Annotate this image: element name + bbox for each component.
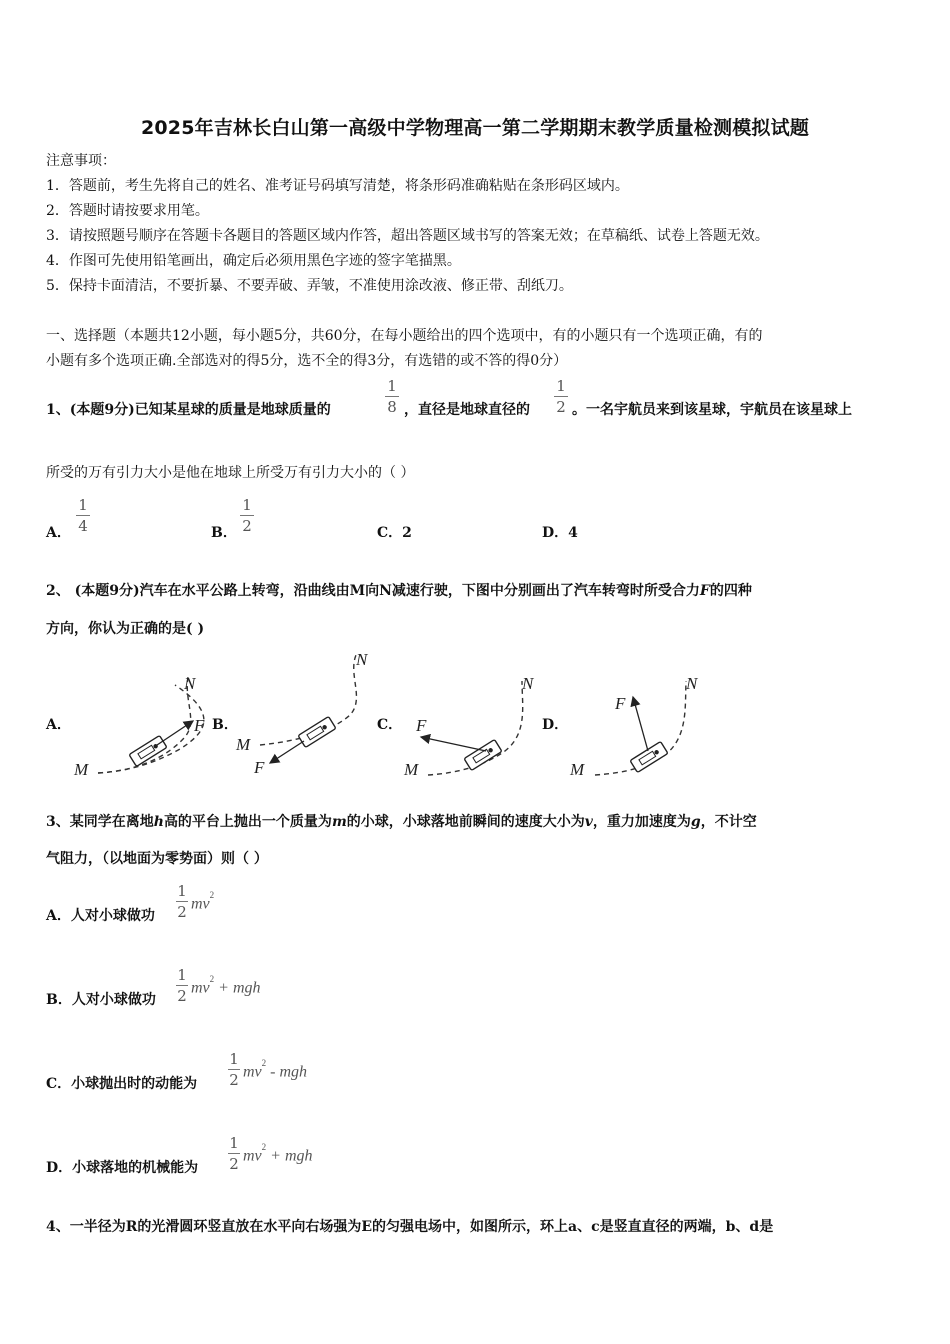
q3-option-b-fraction [176, 967, 188, 1004]
q2-option-a-label: A． [46, 717, 71, 733]
q3-symbol-h: h [153, 814, 164, 830]
notice-item: 4．作图可先使用铅笔画出，确定后必须用黑色字迹的签字笔描黑。 [46, 253, 461, 269]
q2-b-force-arrow [270, 741, 304, 763]
q3-b-numerator: 1 [177, 966, 187, 984]
q3-option-c-expr [243, 1058, 308, 1081]
q3-option-d-fraction [228, 1135, 240, 1172]
q1-text-line2: 所受的万有引力大小是他在地球上所受万有引力大小的（ ） [46, 465, 415, 481]
q3-c-tail: - mgh [270, 1063, 308, 1081]
q1-option-b-denominator: 2 [242, 517, 252, 535]
q1-option-b-fraction [240, 497, 254, 534]
q2-b-label-f: F [254, 758, 265, 777]
q1-option-b-label: B． [211, 525, 237, 541]
notice-heading: 注意事项： [46, 153, 116, 169]
q2-option-c-label: C． [377, 717, 403, 733]
q1-option-b-numerator: 1 [242, 496, 252, 514]
q2-diagram-c [403, 674, 535, 779]
q1-fraction-mass [385, 378, 399, 415]
q2-text-line2: 方向，你认为正确的是( ) [46, 621, 205, 637]
q3-d-denominator: 2 [229, 1155, 239, 1173]
q3-d-tail: + mgh [270, 1147, 313, 1165]
q3-c-square: 2 [261, 1058, 267, 1068]
q3-option-b: B．人对小球做功 [46, 992, 156, 1008]
q1-text-b: ，直径是地球直径的 [404, 402, 530, 418]
q3-option-a-expr [191, 890, 215, 913]
notice-item: 3．请按照题号顺序在答题卡各题目的答题区域内作答，超出答题区域书写的答案无效；在草稿纸、试卷上答题无效。 [46, 228, 769, 244]
q1-frac2-numerator: 1 [556, 377, 566, 395]
q1-option-a-fraction [76, 497, 90, 534]
q1-option-a-numerator: 1 [78, 496, 88, 514]
q1-text-a: 1、(本题9分)已知某星球的质量是地球质量的 [46, 402, 331, 418]
q3-option-c-fraction [228, 1051, 240, 1088]
q2-d-force-arrow [633, 697, 648, 751]
q3-c-numerator: 1 [229, 1050, 239, 1068]
q2-a-label-n: N [184, 674, 196, 693]
q1-fraction-diameter [554, 378, 568, 415]
q1-option-a-label: A． [46, 525, 71, 541]
q3-text-e: ，不计空 [700, 814, 757, 830]
q3-text-d: ，重力加速度为 [592, 814, 691, 830]
q2-text-a: 2、 (本题9分)汽车在水平公路上转弯，沿曲线由M向N减速行驶，下图中分别画出了汽车转弯时所受合力 [46, 583, 700, 599]
q3-b-denominator: 2 [177, 987, 187, 1005]
q2-c-car [464, 740, 502, 771]
notice-item: 1．答题前，考生先将自己的姓名、准考证号码填写清楚，将条形码准确粘贴在条形码区域内。 [46, 178, 629, 194]
q3-text-line2: 气阻力，（以地面为零势面）则（ ） [46, 851, 268, 867]
q2-a-label-m: M [74, 760, 89, 779]
q2-diagram-b [235, 650, 369, 777]
q2-d-label-m: M [570, 760, 585, 779]
q2-a-label-f: F [194, 716, 205, 735]
q3-c-mv: mv [243, 1063, 262, 1081]
q4-text-line1: 4、一半径为R的光滑圆环竖直放在水平向右场强为E的匀强电场中，如图所示，环上a、c是竖直直径的两端，b、d是 [46, 1219, 774, 1235]
q2-c-label-f: F [416, 716, 427, 735]
q1-text-c: 。一名宇航员来到该星球，宇航员在该星球上 [572, 402, 852, 418]
q2-car-diagrams [60, 645, 760, 795]
q3-option-a: A．人对小球做功 [46, 908, 155, 924]
q1-frac1-numerator: 1 [387, 377, 397, 395]
q3-symbol-v: v [584, 814, 593, 830]
q3-a-square: 2 [209, 890, 215, 900]
q3-text-c: 的小球，小球落地前瞬间的速度大小为 [346, 814, 585, 830]
q2-b-label-n: N [356, 650, 368, 669]
notice-item: 5．保持卡面清洁，不要折暴、不要弄破、弄皱，不准使用涂改液、修正带、刮纸刀。 [46, 278, 573, 294]
q2-c-force-arrow [421, 737, 486, 751]
q3-b-tail: + mgh [218, 979, 261, 997]
q3-option-d: D．小球落地的机械能为 [46, 1160, 199, 1176]
q3-a-denominator: 2 [177, 903, 187, 921]
q3-a-mv: mv [191, 895, 210, 913]
q2-d-label-f: F [615, 694, 626, 713]
q3-a-numerator: 1 [177, 882, 187, 900]
q3-option-c: C．小球抛出时的动能为 [46, 1076, 198, 1092]
q2-a-car [129, 736, 167, 767]
q3-option-b-expr [191, 974, 261, 997]
q3-d-numerator: 1 [229, 1134, 239, 1152]
q1-option-a-denominator: 4 [78, 517, 88, 535]
q3-text-line1 [46, 814, 757, 830]
page-title: 2025年吉林长白山第一高级中学物理高一第二学期期末教学质量检测模拟试题 [140, 117, 810, 139]
q1-frac2-denominator: 2 [556, 398, 566, 416]
q2-force-symbol: F [699, 583, 710, 599]
q2-diagram-d [569, 674, 699, 779]
q3-d-square: 2 [261, 1142, 267, 1152]
q2-diagram-a [73, 674, 205, 779]
q2-text-line1 [46, 583, 752, 599]
q1-option-c: C．2 [377, 525, 412, 541]
section-heading-line1: 一、选择题（本题共12小题，每小题5分，共60分，在每小题给出的四个选项中，有的小题只有一个选项正确，有的 [46, 328, 763, 344]
q2-option-d-label: D． [542, 717, 569, 733]
q3-option-a-fraction [176, 883, 188, 920]
q2-text-b: 的四种 [709, 583, 752, 599]
q1-option-d: D．4 [542, 525, 578, 541]
q3-text-a: 3、某同学在离地 [46, 814, 154, 830]
q2-d-car [630, 742, 668, 773]
q2-d-label-n: N [686, 674, 698, 693]
q2-c-label-m: M [404, 760, 419, 779]
q2-b-label-m: M [236, 735, 251, 754]
q2-option-b-label: B． [212, 717, 238, 733]
q3-d-mv: mv [243, 1147, 262, 1165]
q3-option-d-expr [243, 1142, 313, 1165]
section-heading-line2: 小题有多个选项正确.全部选对的得5分，选不全的得3分，有选错的或不答的得0分） [46, 353, 568, 369]
q3-b-mv: mv [191, 979, 210, 997]
q3-c-denominator: 2 [229, 1071, 239, 1089]
q3-symbol-m: m [331, 814, 347, 830]
q3-b-square: 2 [209, 974, 215, 984]
q2-c-label-n: N [522, 674, 534, 693]
notice-item: 2．答题时请按要求用笔。 [46, 203, 209, 219]
q2-b-car [298, 717, 336, 748]
q3-symbol-g: g [690, 814, 701, 830]
q3-text-b: 高的平台上抛出一个质量为 [163, 814, 332, 830]
q1-frac1-denominator: 8 [387, 398, 397, 416]
